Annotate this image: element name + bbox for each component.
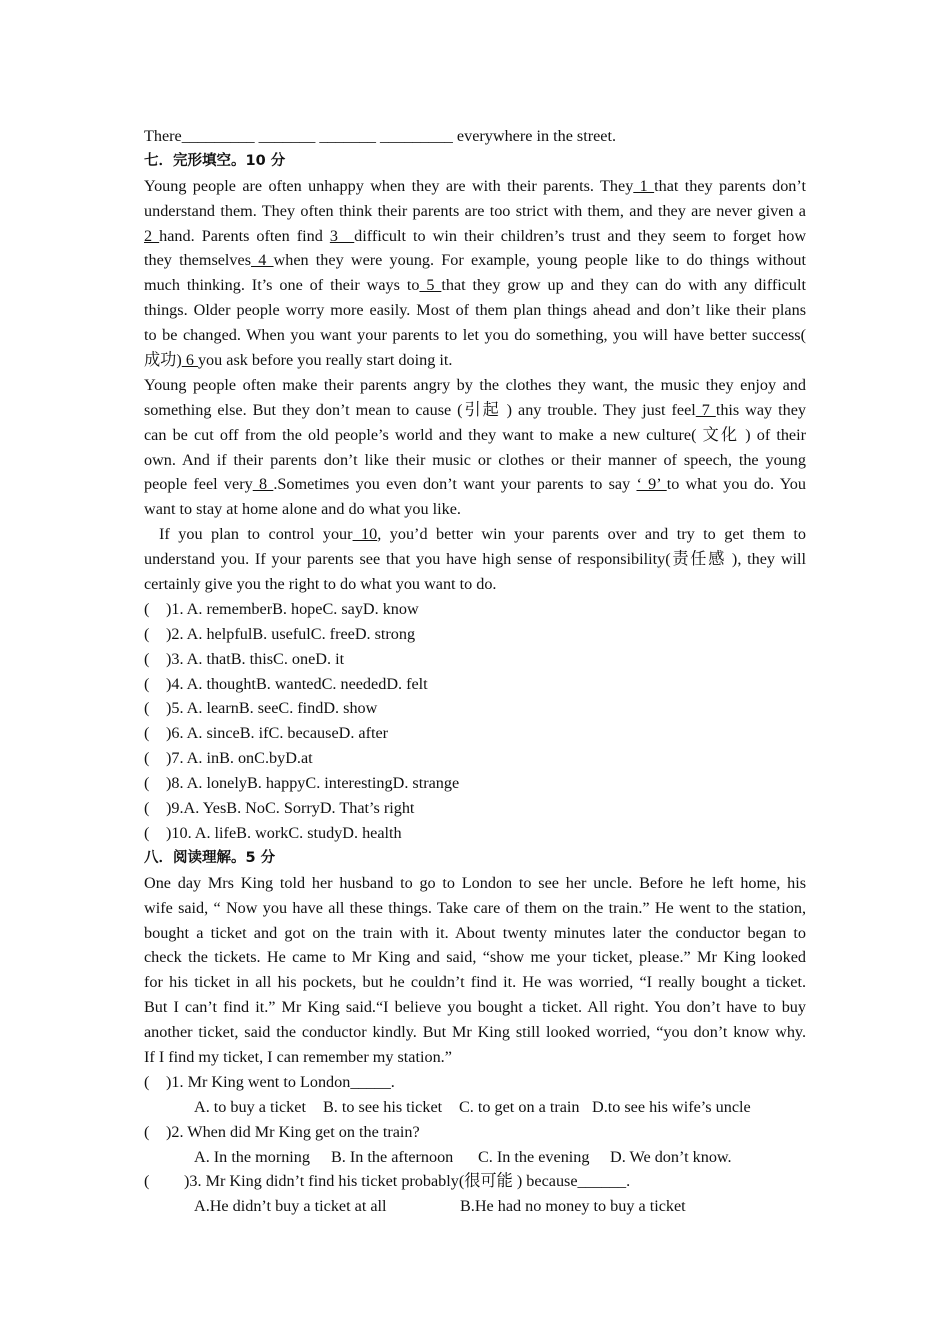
cloze-paragraph-2: Young people often make their parents angry by the clothes they want, the music they enjoy and something else. But they don’t mean to cause (引起 ) any trouble. They just feel 7 this way they can be cut off from the old people’s world and they want to make a new culture( 文化 ) of their own. And if their parents don’t like their music or clothes or their manner of speech, the young people feel very 8 .Sometimes you even don’t want your parents to say ‘ 9’ to what you do. You want to stay at home alone and do what you like. <box>144 375 806 519</box>
cloze-question-2: ( )2. A. helpfulB. usefulC. freeD. strong <box>144 624 416 643</box>
blank-5: 5 <box>419 276 442 295</box>
cloze-paragraph-3: If you plan to control your 10, you’d better win your parents over and try to get them to understand you. If your parents see that you have high sense of responsibility(责任感 ), they will certainly give you the right to do what you want to do. <box>144 525 807 594</box>
cloze-question-7: ( )7. A. inB. onC.byD.at <box>144 749 313 768</box>
section7-heading: 七．完形填空。10 分 <box>144 152 286 169</box>
cloze-question-5: ( )5. A. learnB. seeC. findD. show <box>144 699 378 718</box>
cloze-question-6: ( )6. A. sinceB. ifC. becauseD. after <box>144 724 389 743</box>
cloze-question-10: ( )10. A. lifeB. workC. studyD. health <box>144 823 402 842</box>
cloze-paragraph-1: Young people are often unhappy when they are with their parents. They 1 that they parents don’t understand them. They often think their parents are too strict with them, and they are never given a 2 hand. Parents often find 3__difficult to win their children’s trust and they seem to forget how they themselves 4 when they were young. For example, young people like to do things without much thinking. It’s one of their ways to 5 that they grow up and they can do with any difficult things. Older people worry more easily. Most of them plan things ahead and don’t like their plans to be changed. When you want your parents to let you do something, you will have better success( 成功) 6 you ask before you really start doing it. <box>144 176 807 370</box>
document-page <box>144 124 806 1219</box>
blank-1: 1 <box>633 176 655 195</box>
blank-6: 6 <box>181 351 198 370</box>
blank-4: 4 <box>251 251 274 270</box>
cloze-question-4: ( )4. A. thoughtB. wantedC. neededD. felt <box>144 674 428 693</box>
blank-10: 10 <box>352 525 378 544</box>
reading-passage: One day Mrs King told her husband to go to London to see her uncle. Before he left home, his wife said, “ Now you have all these things. Take care of them on the train.” He went to the station, bought a ticket and got on the train with it. About twenty minutes later the conductor began to check the tickets. He came to Mr King and said, “show me your ticket, please.” Mr King looked for his ticket in all his pockets, but he couldn’t find it. He was worried, “I really bought a ticket. But I can’t find it.” Mr King said.“I believe you bought a ticket. All right. You don’t have to buy another ticket, said the conductor kindly. But Mr King still looked worried, “you don’t know why. If I find my ticket, I can remember my station.” <box>144 873 806 1066</box>
blank-2: 2 <box>144 226 160 245</box>
blank-3: 3__ <box>329 226 355 245</box>
top-line: There_________ _______ _______ _________ everywhere in the street. <box>144 127 617 145</box>
reading-question-3: ( )3. Mr King didn’t find his ticket probably(很可能 ) because______. A.He didn’t buy a ticket at all B.He had no money to buy a ticket <box>144 1172 686 1216</box>
section8-heading: 八．阅读理解。5 分 <box>144 849 276 866</box>
cloze-questions <box>144 597 806 846</box>
blank-9: ‘ 9’ <box>636 475 667 494</box>
blank-7: 7 <box>695 400 716 419</box>
blank-8: 8 <box>252 475 274 494</box>
cloze-question-1: ( )1. A. rememberB. hopeC. sayD. know <box>144 599 419 618</box>
cloze-question-9: ( )9.A. YesB. NoC. SorryD. That’s right <box>144 799 415 818</box>
cloze-question-8: ( )8. A. lonelyB. happyC. interestingD. strange <box>144 774 460 793</box>
cloze-question-3: ( )3. A. thatB. thisC. oneD. it <box>144 649 345 668</box>
reading-question-1: ( )1. Mr King went to London_____. A. to buy a ticket B. to see his ticket C. to get on a train D.to see his wife’s uncle <box>144 1072 751 1116</box>
reading-question-2: ( )2. When did Mr King get on the train? A. In the morning B. In the afternoon C. In the evening D. We don’t know. <box>144 1122 732 1166</box>
